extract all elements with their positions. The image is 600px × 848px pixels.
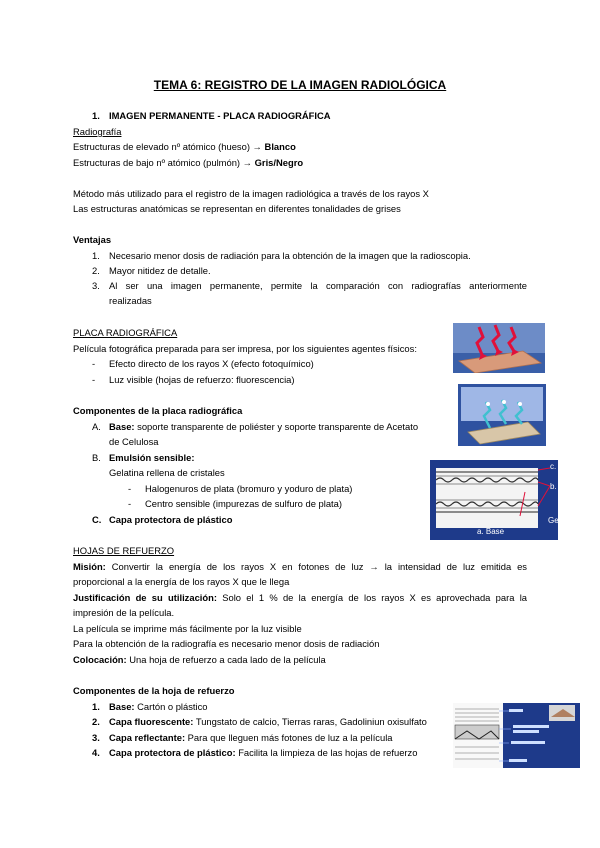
paragraph bbox=[73, 561, 527, 572]
text-bold: Capa reflectante: bbox=[109, 732, 186, 743]
list-item bbox=[109, 747, 417, 758]
list-item bbox=[109, 716, 427, 727]
list-item bbox=[109, 421, 418, 432]
figure-label-b: b. bbox=[550, 482, 557, 491]
list-number: 4. bbox=[92, 747, 100, 758]
bullet-dash: - bbox=[92, 374, 96, 385]
list-number: 2. bbox=[92, 265, 100, 276]
text: Estructuras de bajo nº atómico (pulmón) → bbox=[73, 157, 255, 168]
text: Facilita la limpieza de las hojas de refuerzo bbox=[235, 747, 418, 758]
ventajas-heading: Ventajas bbox=[73, 234, 112, 245]
list-number: 3. bbox=[92, 280, 100, 291]
text-bold: Capa protectora de plástico: bbox=[109, 747, 236, 758]
subheading-radiografia: Radiografía bbox=[73, 126, 122, 137]
list-item: Halogenuros de plata (bromuro y yoduro de plata) bbox=[145, 483, 353, 494]
bullet-dash: - bbox=[128, 483, 132, 494]
figure-label-c: c. bbox=[550, 462, 557, 471]
figure-light-film bbox=[458, 384, 546, 446]
text-bold: Gris/Negro bbox=[254, 157, 304, 168]
figure-film-cross-section bbox=[430, 460, 558, 540]
bullet-dash: - bbox=[92, 358, 96, 369]
text: Estructuras de elevado nº atómico (hueso) → bbox=[73, 141, 265, 152]
list-item: Centro sensible (impurezas de sulfuro de plata) bbox=[145, 498, 342, 509]
paragraph bbox=[73, 592, 527, 603]
text-bold: Misión: bbox=[73, 561, 106, 572]
paragraph: Película fotográfica preparada para ser impresa, por los siguientes agentes físicos: bbox=[73, 343, 417, 354]
text-line bbox=[73, 157, 303, 168]
figure-label-ge: Ge bbox=[548, 516, 559, 525]
paragraph-cont: impresión de la película. bbox=[73, 607, 175, 618]
text: Tungstato de calcio, Tierras raras, Gadoliniun oxisulfato bbox=[193, 716, 427, 727]
text-bold: Capa fluorescente: bbox=[109, 716, 194, 727]
list-item: Necesario menor dosis de radiación para la obtención de la imagen que la radioscopia. bbox=[109, 250, 471, 261]
text-line bbox=[73, 141, 296, 152]
section-number: 1. bbox=[92, 110, 100, 121]
hojas-heading: HOJAS DE REFUERZO bbox=[73, 545, 175, 556]
paragraph: La película se imprime más fácilmente por la luz visible bbox=[73, 623, 302, 634]
text-bold: Base: bbox=[109, 421, 135, 432]
list-item bbox=[109, 732, 393, 743]
list-item-cont: realizadas bbox=[109, 295, 152, 306]
bullet-dash: - bbox=[128, 498, 132, 509]
list-letter: A. bbox=[92, 421, 101, 432]
text-bold: Colocación: bbox=[73, 654, 127, 665]
list-letter: C. bbox=[92, 514, 102, 525]
paragraph: Gelatina rellena de cristales bbox=[109, 467, 225, 478]
figure-label-base: a. Base bbox=[477, 527, 505, 536]
text-bold: Base: bbox=[109, 701, 135, 712]
paragraph: Las estructuras anatómicas se representan en diferentes tonalidades de grises bbox=[73, 203, 401, 214]
text: Convertir la energía de los rayos X en fotones de luz → la intensidad de luz emitida es bbox=[105, 561, 527, 572]
list-item: Capa protectora de plástico bbox=[109, 514, 233, 525]
list-number: 1. bbox=[92, 701, 100, 712]
text: soporte transparente de poliéster y soporte transparente de Acetato bbox=[134, 421, 419, 432]
list-item bbox=[109, 701, 208, 712]
section-heading: IMAGEN PERMANENTE - PLACA RADIOGRÁFICA bbox=[109, 110, 331, 121]
list-letter: B. bbox=[92, 452, 101, 463]
list-number: 1. bbox=[92, 250, 100, 261]
text: Solo el 1 % de la energía de los rayos X es aprovechada para la bbox=[216, 592, 527, 603]
paragraph: Para la obtención de la radiografía es necesario menor dosis de radiación bbox=[73, 638, 380, 649]
list-item: Luz visible (hojas de refuerzo: fluorescencia) bbox=[109, 374, 295, 385]
paragraph-cont: proporcional a la energía de los rayos X que le llega bbox=[73, 576, 290, 587]
figure-screen-layers bbox=[453, 703, 580, 768]
list-item: Mayor nitidez de detalle. bbox=[109, 265, 211, 276]
text: Cartón o plástico bbox=[134, 701, 208, 712]
figure-xray-film bbox=[453, 323, 545, 373]
paragraph bbox=[73, 654, 326, 665]
text: Para que lleguen más fotones de luz a la película bbox=[185, 732, 393, 743]
comp-heading: Componentes de la placa radiográfica bbox=[73, 405, 243, 416]
text-bold: Justificación de su utilización: bbox=[73, 592, 217, 603]
list-item: Al ser una imagen permanente, permite la comparación con radiografías anteriormente bbox=[109, 280, 527, 291]
page-title: TEMA 6: REGISTRO DE LA IMAGEN RADIOLÓGICA bbox=[153, 78, 447, 92]
text: Una hoja de refuerzo a cada lado de la película bbox=[126, 654, 326, 665]
text-bold: Blanco bbox=[264, 141, 296, 152]
list-number: 2. bbox=[92, 716, 100, 727]
comp2-heading: Componentes de la hoja de refuerzo bbox=[73, 685, 235, 696]
paragraph: Método más utilizado para el registro de la imagen radiológica a través de los rayos X bbox=[73, 188, 429, 199]
placa-heading: PLACA RADIOGRÁFICA bbox=[73, 327, 178, 338]
list-number: 3. bbox=[92, 732, 100, 743]
list-item-cont: de Celulosa bbox=[109, 436, 159, 447]
list-item: Emulsión sensible: bbox=[109, 452, 195, 463]
list-item: Efecto directo de los rayos X (efecto fotoquímico) bbox=[109, 358, 314, 369]
